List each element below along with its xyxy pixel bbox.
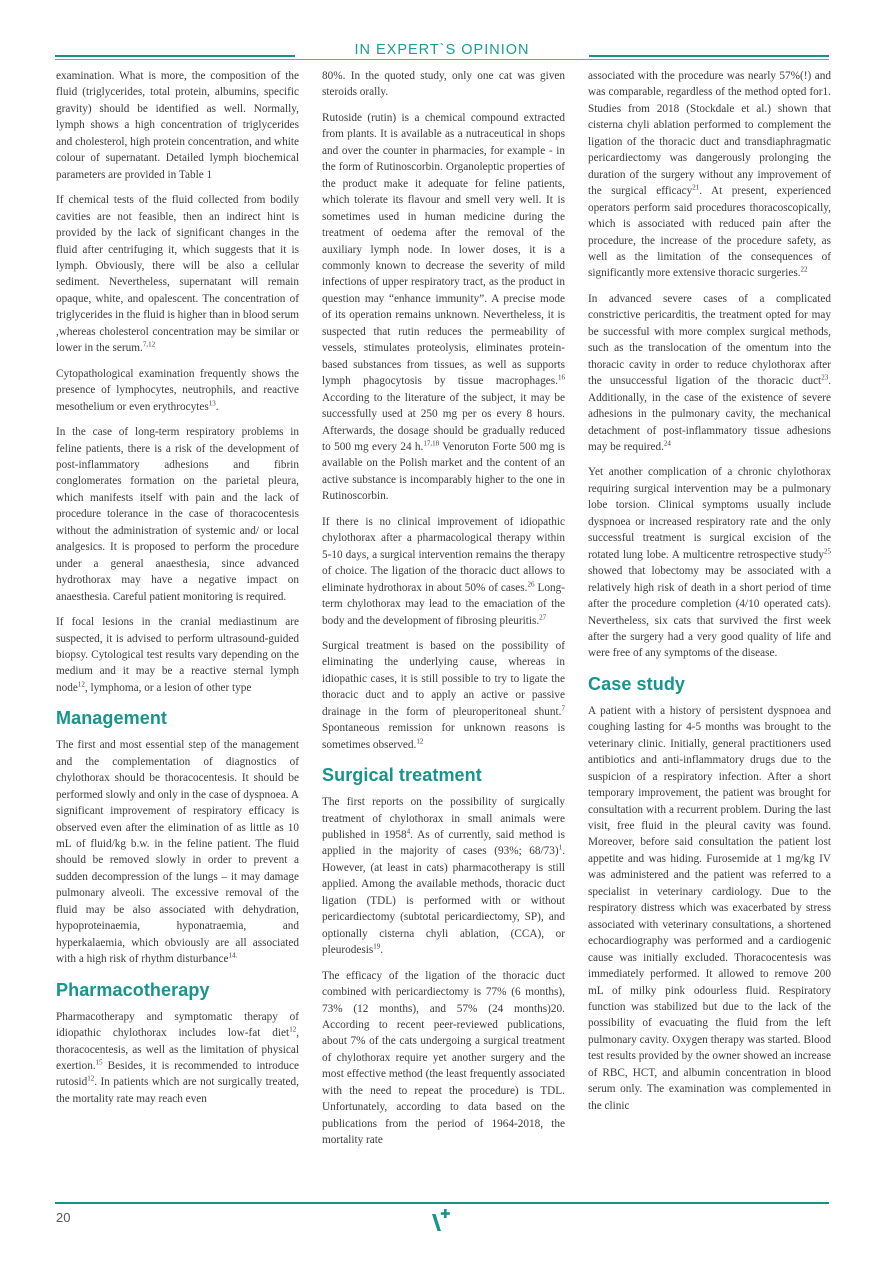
paragraph-text: . — [380, 944, 384, 957]
paragraph — [322, 638, 565, 753]
heading-management: Management — [56, 708, 168, 729]
citation-ref: 24 — [663, 439, 671, 448]
citation-ref: 4 — [406, 827, 411, 836]
paragraph-text: . However, (at least in cats) pharmacotherapy is still applied. Among the available methods, thoracic duct ligation (TDL) is performed with or without pericardiectomy (subtotal pericardiectomy, SP), and optionally cisterna chyli ablation, (CCA), or pleurodesis — [322, 845, 565, 957]
section-title: IN EXPERT`S OPINION — [354, 42, 530, 58]
paragraph — [322, 110, 565, 505]
citation-ref: 19 — [373, 942, 381, 951]
citation-ref: 22 — [800, 265, 808, 274]
paragraph-text: Venoruton Forte 500 mg is available on the Polish market and the content of an active substance is incomparably higher to the one in Rutinoscorbin. — [322, 440, 565, 503]
heading-case-study: Case study — [588, 673, 686, 694]
paragraph — [322, 968, 565, 1149]
paragraph-text: Pharmacotherapy and symptomatic therapy of idiopathic chylothorax includes low-fat diet — [56, 1010, 299, 1040]
citation-ref: 21 — [692, 183, 700, 192]
citation-ref: 16 — [558, 373, 565, 382]
paragraph — [322, 68, 565, 101]
paragraph — [588, 68, 831, 282]
paragraph — [56, 192, 299, 357]
paragraph-text: Cytopathological examination frequently shows the presence of lymphocytes, neutrophils, and reactive mesothelium or even erythrocytes — [56, 367, 299, 413]
header-rule-thin — [55, 59, 829, 60]
paragraph-text: Rutoside (rutin) is a chemical compound extracted from plants. It is available as a nutraceutical in shops and over the counter in pharmacies, for example - in the form of Rutinoscorbin. Organoleptic properties of the product make it adequate for feline patients, which tolerate its flavour and smell very well. It is sometimes used in human medicine during the treatment of oedema after the removal of the auxiliary lymph node. In lower doses, it is a commonly known to decrease the severity of mild infections of upper respiratory tract, as the product in question may “enhance immunity”. A precise mode of its operation remains unknown. Nevertheless, it is suspected that rutin reduces the permeability of vessels, stimulates proteolysis, eliminates protein-based substances from tissues, as well as supports lymph phagocytosis by tissue macrophages. — [322, 111, 565, 388]
paragraph-text: examination. What is more, the composition of the fluid (triglycerides, total protein, albumins, specific gravity) should be identified as well. Normally, lymph shows a high concentration of triglycerides and cholesterol, high protein concentration, and white colour of supernatant. Detailed lymph biochemical parameters are provided in Table 1 — [56, 70, 299, 181]
paragraph — [56, 1009, 299, 1108]
citation-ref: 12 — [289, 1025, 297, 1034]
citation-ref: 25 — [824, 546, 831, 555]
paragraph-text: . Additionally, in the case of the existence of severe adhesions in the pulmonary cavity, the mechanical detachment of post-inflammatory tissue adhesions may be required. — [588, 375, 831, 453]
paragraph-text: If focal lesions in the cranial mediastinum are suspected, it is advised to perform ultrasound-guided biopsy. Cytological test results vary depending on the medium and it may be a reactive sternal lymph node — [56, 616, 299, 694]
paragraph — [56, 68, 299, 183]
paragraph-text: . In patients which are not surgically treated, the mortality rate may reach even — [56, 1076, 299, 1105]
citation-ref: 27 — [539, 612, 547, 621]
paragraph — [56, 614, 299, 696]
paragraph-text: The first and most essential step of the management and the complementation of diagnostics of chylothorax should be thoracocentesis. It should be performed slowly and only in the case of dyspnoea. A significant improvement of respiratory efficacy is observed even after the elimination of as little as 10 mL of fluid/kg b.w. in the feline patient. The fluid should be removed slowly in order to prevent a sudden decompression of the lungs – it may damage pulmonary alveoli. The excessive removal of the fluid may be also associated with dehydration, hypoproteinaemia, hyponatraemia, and hyperkalaemia, which obviously are all associated with a high risk of rhythm disturbance — [56, 739, 299, 966]
paragraph-text: If there is no clinical improvement of idiopathic chylothorax after a pharmacological therapy within 5-10 days, a surgical intervention remains the therapy of choice. The ligation of the thoracic duct allows to eliminate hydrothorax in about 50% of cases. — [322, 515, 565, 594]
paragraph-text: According to the literature of the subject, it may be successfully used at 250 mg per os every 8 hours. Afterwards, the dosage should be gradually reduced to 500 mg every 24 h. — [322, 391, 565, 453]
paragraph-text: , thoracocentesis, as well as the limitation of physical exertion. — [56, 1027, 299, 1073]
text-column-3 — [588, 68, 831, 1123]
citation-ref: 12 — [87, 1074, 95, 1083]
paragraph-text: . At present, experienced operators perform said procedures thoracoscopically, which is associated with reduced pain after the procedure, the increase of the procedure safety, as well as the limitation of the consequences of significantly more extensive thoracic surgeries. — [588, 185, 831, 280]
paragraph — [322, 794, 565, 959]
paragraph-text: associated with the procedure was nearly 57%(!) and was comparable, regardless of the method opted for1. Studies from 2018 (Stockdale et al.) shown that cisterna chyli ablation performed to complement the ligation of the thoracic duct and transdiaphragmatic pericardiectomy was dangerously prolonging the duration of the surgery without any improvement of the surgical efficacy — [588, 70, 831, 198]
page-number: 20 — [56, 1210, 71, 1225]
paragraph-text: The first reports on the possibility of surgically treatment of chylothorax in small animals were published in 1958 — [322, 796, 565, 842]
paragraph — [56, 424, 299, 605]
citation-ref: 17,18 — [423, 439, 440, 448]
paragraph-text: A patient with a history of persistent dyspnoea and coughing lasting for 4-5 months was brought to the veterinary clinic. Initially, general practitioners used antibiotics and anti-inflammatory drugs due to the suspicion of a respiratory infection. After a short temporary improvement, the patient was brought for consultation with a recurrent problem. During the last visit, free fluid in the pleural cavity was found. Moreover, before said consultation the patient lost appetite and was hiding. Furosemide at 1 mg/kg IV was administered and the patient was referred to a specialist in veterinary cardiology. Due to the respiratory distress which was exacerbated by stress associated with veterinary consultations, a shortened echocardiography was performed and a cardiogenic cause was initially excluded. Thoracocentesis was immediately performed. It allowed to remove 200 mL of milky pink odourless fluid. Respiratory function was stabilized but due to the lack of the possibility of evacuating the fluid from the left pulmonary cavity. Oxygen therapy was started. Blood test results provided by the owner showed an increase of RBC, HCT, and albumin concentration in blood serum only. The examination was complemented in the clinic — [588, 704, 831, 1112]
heading-surgical-treatment: Surgical treatment — [322, 765, 482, 786]
paragraph-text: Long-term chylothorax may lead to the emaciation of the body and the development of fibrosing pleuritis. — [322, 581, 565, 627]
citation-ref: 26 — [527, 579, 535, 588]
citation-ref: 13 — [208, 398, 216, 407]
citation-ref: 23 — [821, 373, 829, 382]
paragraph — [322, 514, 565, 629]
citation-ref: 15 — [95, 1058, 103, 1067]
paragraph — [588, 291, 831, 456]
text-column-2 — [322, 68, 565, 1158]
paragraph — [56, 737, 299, 967]
citation-ref: 12 — [416, 736, 424, 745]
paragraph — [56, 366, 299, 415]
paragraph-text: If chemical tests of the fluid collected from bodily cavities are not feasible, then an indirect hint is provided by the lack of significant changes in the fluid after centrifuging it, which suggests that it is lymph. Obviously, there will be also a cellular sediment. Nevertheless, supernatant will remain opaque, white, and opalescent. The concentration of triglycerides in the fluid is higher than in blood serum ,whereas cholesterol concentration may be similar or lower in the serum. — [56, 194, 299, 355]
citation-ref: 7,12 — [142, 340, 156, 349]
paragraph-text: 80%. In the quoted study, only one cat was given steroids orally. — [322, 70, 565, 99]
paragraph-text: Besides, it is recommended to introduce rutosid — [56, 1060, 299, 1089]
running-header — [55, 42, 829, 62]
heading-pharmacotherapy: Pharmacotherapy — [56, 979, 210, 1000]
v-plus-logo-icon — [428, 1206, 454, 1234]
paragraph-text: In advanced severe cases of a complicated constrictive pericarditis, the treatment opted for may be successful with more complex surgical methods, such as the translocation of the omentum into the thoracic cavity in order to reduce chylothorax after the unsuccessful ligation of the thoracic duct — [588, 292, 831, 388]
paragraph-text: . — [215, 400, 219, 413]
text-column-1 — [56, 68, 299, 1116]
paragraph — [588, 464, 831, 661]
paragraph-text: . As of currently, said method is applied in the majority of cases (93%; 68/73) — [322, 829, 565, 858]
paragraph-text: Spontaneous remission for unknown reasons is sometimes observed. — [322, 722, 565, 751]
citation-ref: 1 — [558, 843, 563, 852]
paragraph-text: showed that lobectomy may be associated with a relatively high risk of death in a short period of time after the procedure completion (4/10 operated cats). Nevertheless, six cats that survived the first week after the surgery had a very good quality of life and were free of any symptoms of the disease. — [588, 565, 831, 660]
citation-ref: 12 — [77, 680, 85, 689]
paragraph-text: , lymphoma, or a lesion of other type — [84, 681, 252, 694]
citation-ref: 14. — [228, 951, 238, 960]
paragraph-text: Yet another complication of a chronic chylothorax requiring surgical intervention may be a pulmonary lobe torsion. Clinical symptoms usually include dyspnoea or increased respiratory rate and the only successful treatment is surgical excision of the rotated lung lobe. A multicentre retrospective study — [588, 466, 831, 561]
paragraph-text: Surgical treatment is based on the possibility of eliminating the underlying cause, whereas in idiopathic cases, it is still possible to try to ligate the thoracic duct and to apply an active or passive drainage in the form of pleuroperitoneal shunt. — [322, 639, 565, 718]
paragraph-text: The efficacy of the ligation of the thoracic duct combined with pericardiectomy is 77% (6 months), 73% (12 months), and 57% (24 months)20. According to recent peer-reviewed publications, about 7% of the cats undergoing a surgical treatment of chylothorax require yet another surgery and the most effective method (the least frequently associated with the need to repeat the procedure) is TDL. Unfortunately, according to data based on the publications from the period of 1964-2018, the mortality rate — [322, 969, 565, 1147]
paragraph-text: In the case of long-term respiratory problems in feline patients, there is a risk of the development of post-inflammatory adhesions and fibrin conglomerates formation on the parietal pleura, which manifests itself with pain and the lack of procedure tolerance in the case of thoracocentesis without the administration of systemic and/ or local analgesics. It is proposed to perform the procedure under a general anaesthesia, since advanced hydrothorax may have a negative impact on anaesthesia. Careful patient monitoring is required. — [56, 426, 299, 603]
paragraph — [588, 703, 831, 1114]
citation-ref: 7 — [561, 704, 565, 713]
footer-rule — [55, 1202, 829, 1204]
